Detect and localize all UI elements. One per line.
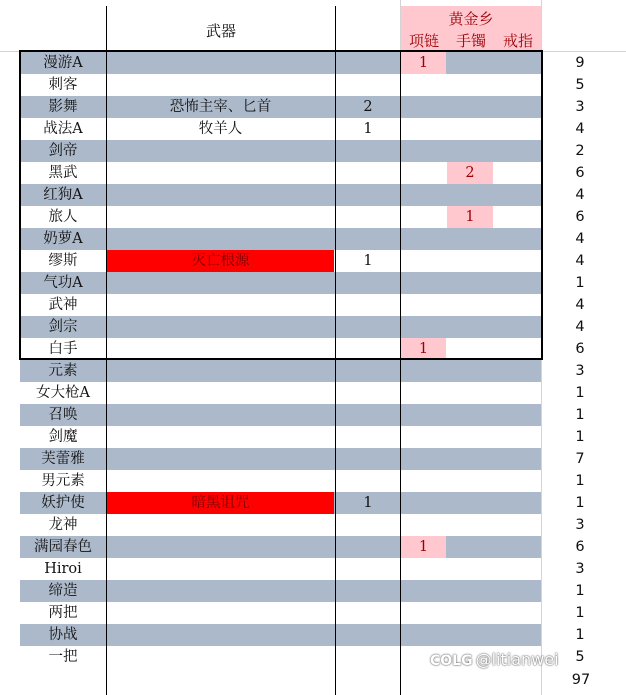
row-total[interactable]: 6 [575,539,585,555]
necklace-cell[interactable] [401,470,446,492]
bracelet-cell[interactable] [447,382,493,404]
class-name-cell[interactable]: 芙蕾雅 [41,451,85,467]
bracelet-cell[interactable] [447,492,493,514]
necklace-cell[interactable] [401,316,446,338]
ring-cell[interactable] [494,448,541,470]
weapon-count-cell[interactable] [336,602,400,624]
bracelet-cell[interactable]: 1 [447,206,493,228]
weapon-cell[interactable] [107,206,334,228]
table-row [20,536,541,558]
grand-total: 97 [571,672,591,688]
ring-cell[interactable] [494,580,541,602]
weapon-cell[interactable] [107,646,334,668]
bracelet-cell[interactable] [447,558,493,580]
necklace-cell[interactable] [401,624,446,646]
weapon-count-cell[interactable] [336,294,400,316]
row-total[interactable]: 1 [575,429,585,445]
bracelet-cell[interactable] [447,404,493,426]
class-name-cell[interactable]: 缔造 [48,583,78,599]
ring-cell[interactable] [494,316,541,338]
table-row [20,602,541,624]
weapon-cell[interactable] [107,74,334,96]
bracelet-cell[interactable] [447,426,493,448]
necklace-header: 项链 [408,32,439,50]
class-name-cell[interactable]: 红狗A [43,187,83,203]
ring-cell[interactable] [494,184,541,206]
table-row [20,96,541,118]
row-total[interactable]: 9 [575,55,585,71]
bracelet-cell[interactable] [447,118,493,140]
class-name-cell[interactable]: 白手 [48,341,78,357]
border-line [19,50,543,52]
weapon-cell[interactable] [107,404,334,426]
bracelet-cell[interactable] [447,602,493,624]
class-name-cell[interactable]: 影舞 [48,99,78,115]
weapon-count-cell[interactable]: 1 [363,253,373,269]
ring-cell[interactable] [494,118,541,140]
necklace-cell[interactable] [401,514,446,536]
bracelet-cell[interactable] [447,52,493,74]
row-total[interactable]: 3 [575,363,585,379]
weapon-count-cell[interactable] [336,580,400,602]
weapon-count-cell[interactable]: 1 [363,121,373,137]
weapon-count-cell[interactable] [336,624,400,646]
necklace-cell[interactable] [401,140,446,162]
ring-cell[interactable] [494,602,541,624]
weapon-count-cell[interactable] [336,514,400,536]
necklace-cell[interactable] [401,448,446,470]
necklace-cell[interactable] [401,360,446,382]
weapon-cell[interactable] [107,184,334,206]
weapon-cell[interactable] [107,140,334,162]
row-total[interactable]: 6 [575,165,585,181]
ring-cell[interactable] [494,514,541,536]
weapon-cell[interactable]: 暗黑诅咒 [107,492,334,514]
weapon-count-cell[interactable]: 1 [363,495,373,511]
row-total[interactable]: 2 [575,143,585,159]
class-name-cell[interactable]: 满园春色 [34,539,92,555]
weapon-cell[interactable] [107,580,334,602]
ring-cell[interactable] [494,272,541,294]
weapon-count-cell[interactable] [336,536,400,558]
weapon-count-cell[interactable] [336,470,400,492]
colg-logo: COLG [430,653,473,669]
weapon-count-cell[interactable] [336,558,400,580]
weapon-cell[interactable] [107,470,334,492]
necklace-cell[interactable] [401,184,446,206]
necklace-cell[interactable] [401,206,446,228]
row-total[interactable]: 5 [575,649,585,665]
weapon-count-cell[interactable] [336,448,400,470]
bracelet-header: 手镯 [455,32,486,50]
ring-cell[interactable] [494,404,541,426]
class-name-cell[interactable]: 一把 [48,649,78,665]
gold-town-title: 黄金乡 [448,10,494,28]
row-total[interactable]: 1 [575,605,585,621]
class-name-cell[interactable]: 召唤 [48,407,78,423]
necklace-cell[interactable]: 1 [401,338,446,360]
row-total[interactable]: 6 [575,209,585,225]
ring-cell[interactable] [494,492,541,514]
ring-cell[interactable] [494,250,541,272]
class-name-cell[interactable]: 妖护使 [41,495,85,511]
table-row [20,118,541,140]
weapon-count-cell[interactable] [336,404,400,426]
weapon-count-cell[interactable] [336,338,400,360]
watermark-handle: @litianwei [475,650,559,669]
class-name-cell[interactable]: 武神 [48,297,78,313]
class-name-cell[interactable]: 女大枪A [36,385,90,401]
border-line [335,6,336,695]
table-row [20,338,541,360]
weapon-count-cell[interactable] [336,228,400,250]
table-row [20,492,541,514]
weapon-count-cell[interactable] [336,646,400,668]
ring-cell[interactable] [494,360,541,382]
weapon-cell[interactable] [107,162,334,184]
weapon-count-cell[interactable] [336,382,400,404]
weapon-count-cell[interactable] [336,272,400,294]
class-name-cell[interactable]: 缪斯 [48,253,78,269]
class-name-cell[interactable]: 男元素 [41,473,85,489]
weapon-count-cell[interactable] [336,52,400,74]
ring-cell[interactable] [494,624,541,646]
table-row [20,404,541,426]
ring-cell[interactable] [494,52,541,74]
ring-cell[interactable] [494,558,541,580]
weapon-count-cell[interactable] [336,162,400,184]
ring-cell[interactable] [494,162,541,184]
weapon-count-cell[interactable] [336,184,400,206]
bracelet-cell[interactable] [447,360,493,382]
bracelet-cell[interactable] [447,448,493,470]
weapon-cell[interactable] [107,536,334,558]
weapon-count-cell[interactable] [336,426,400,448]
table-row [20,382,541,404]
table-row [20,426,541,448]
weapon-cell[interactable] [107,228,334,250]
weapon-cell[interactable] [107,52,334,74]
table-row [20,74,541,96]
weapon-cell[interactable] [107,316,334,338]
border-line [400,51,401,695]
watermark [430,650,559,669]
table-row [20,250,541,272]
row-total[interactable]: 4 [575,121,585,137]
ring-cell[interactable] [494,294,541,316]
weapon-count-cell[interactable] [336,74,400,96]
bracelet-cell[interactable] [447,514,493,536]
weapon-cell[interactable] [107,272,334,294]
necklace-cell[interactable] [401,118,446,140]
necklace-cell[interactable] [401,96,446,118]
row-total[interactable]: 1 [575,473,585,489]
class-name-cell[interactable]: 气功A [43,275,83,291]
bracelet-cell[interactable] [447,624,493,646]
bracelet-cell[interactable] [447,316,493,338]
table-row [20,228,541,250]
necklace-cell[interactable] [401,580,446,602]
ring-cell[interactable] [494,206,541,228]
necklace-cell[interactable] [401,426,446,448]
bracelet-cell[interactable] [447,140,493,162]
necklace-cell[interactable] [401,272,446,294]
table-row [20,558,541,580]
ring-cell[interactable] [494,338,541,360]
necklace-cell[interactable] [401,162,446,184]
weapon-count-cell[interactable]: 2 [363,99,373,115]
weapon-cell[interactable] [107,426,334,448]
ring-header: 戒指 [502,32,533,50]
table-row [20,52,541,74]
bracelet-cell[interactable] [447,470,493,492]
bracelet-cell[interactable] [447,294,493,316]
bracelet-cell[interactable] [447,96,493,118]
necklace-cell[interactable] [401,602,446,624]
class-name-cell[interactable]: Hiroi [44,561,82,577]
weapon-count-cell[interactable] [336,316,400,338]
class-name-cell[interactable]: 战法A [43,121,83,137]
class-name-cell[interactable]: 黑武 [48,165,78,181]
ring-cell[interactable] [494,74,541,96]
row-total[interactable]: 3 [575,99,585,115]
necklace-cell[interactable]: 1 [401,52,446,74]
table-row [20,580,541,602]
weapon-cell[interactable] [107,514,334,536]
necklace-cell[interactable] [401,228,446,250]
table-row [20,294,541,316]
bracelet-cell[interactable] [447,250,493,272]
border-line [541,50,543,360]
necklace-cell[interactable] [401,558,446,580]
necklace-cell[interactable] [401,74,446,96]
border-line [106,6,107,695]
weapon-cell[interactable]: 牧羊人 [198,121,243,137]
table-row [20,272,541,294]
class-name-cell[interactable]: 两把 [48,605,78,621]
table-row [20,206,541,228]
necklace-cell[interactable]: 1 [401,536,446,558]
class-name-cell[interactable]: 剑魔 [48,429,78,445]
table-row [20,316,541,338]
table-row [20,162,541,184]
necklace-cell[interactable] [401,404,446,426]
row-total[interactable]: 7 [575,451,585,467]
weapon-cell[interactable]: 恐怖主宰、匕首 [169,99,272,115]
weapon-count-cell[interactable] [336,360,400,382]
row-total[interactable]: 4 [575,231,585,247]
necklace-cell[interactable] [401,492,446,514]
row-total[interactable]: 3 [575,561,585,577]
table-row [20,624,541,646]
border-line [19,358,543,360]
bracelet-cell[interactable] [447,184,493,206]
bracelet-cell[interactable] [447,580,493,602]
weapon-count-cell[interactable] [336,206,400,228]
class-name-cell[interactable]: 旅人 [48,209,78,225]
weapon-column-header: 武器 [205,22,236,40]
class-name-cell[interactable]: 元素 [48,363,78,379]
table-row [20,448,541,470]
row-total[interactable]: 1 [575,495,585,511]
necklace-cell[interactable] [401,382,446,404]
weapon-cell[interactable] [107,624,334,646]
bracelet-cell[interactable] [447,74,493,96]
bracelet-cell[interactable] [447,228,493,250]
table-row [20,514,541,536]
ring-cell[interactable] [494,382,541,404]
row-total[interactable]: 4 [575,253,585,269]
row-total[interactable]: 1 [575,385,585,401]
table-row [20,360,541,382]
row-total[interactable]: 1 [575,407,585,423]
class-name-cell[interactable]: 刺客 [48,77,78,93]
ring-cell[interactable] [494,96,541,118]
border-line [19,50,21,360]
weapon-cell[interactable] [107,338,334,360]
class-name-cell[interactable]: 漫游A [43,55,83,71]
ring-cell[interactable] [494,228,541,250]
row-total[interactable]: 1 [575,275,585,291]
table-row [20,140,541,162]
bracelet-cell[interactable] [447,338,493,360]
class-name-cell[interactable]: 奶萝A [43,231,83,247]
necklace-cell[interactable] [401,294,446,316]
table-row [20,470,541,492]
weapon-cell[interactable] [107,602,334,624]
weapon-cell[interactable] [107,382,334,404]
row-total[interactable]: 4 [575,319,585,335]
row-total[interactable]: 6 [575,341,585,357]
ring-cell[interactable] [494,536,541,558]
weapon-cell[interactable] [107,448,334,470]
ring-cell[interactable] [494,140,541,162]
class-name-cell[interactable]: 协战 [48,627,78,643]
ring-cell[interactable] [494,470,541,492]
row-total[interactable]: 4 [575,187,585,203]
class-name-cell[interactable]: 剑宗 [48,319,78,335]
class-name-cell[interactable]: 龙神 [48,517,78,533]
ring-cell[interactable] [494,426,541,448]
row-total[interactable]: 4 [575,297,585,313]
bracelet-cell[interactable]: 2 [447,162,493,184]
weapon-count-cell[interactable] [336,140,400,162]
weapon-cell[interactable] [107,294,334,316]
row-total[interactable]: 1 [575,627,585,643]
bracelet-cell[interactable] [447,536,493,558]
row-total[interactable]: 3 [575,517,585,533]
bracelet-cell[interactable] [447,272,493,294]
gold-town-header [401,6,541,51]
class-name-cell[interactable]: 剑帝 [48,143,78,159]
row-total[interactable]: 1 [575,583,585,599]
row-total[interactable]: 5 [575,77,585,93]
necklace-cell[interactable] [401,250,446,272]
weapon-cell[interactable] [107,360,334,382]
table-row [20,184,541,206]
weapon-cell[interactable]: 灭亡根源 [107,250,334,272]
weapon-cell[interactable] [107,558,334,580]
